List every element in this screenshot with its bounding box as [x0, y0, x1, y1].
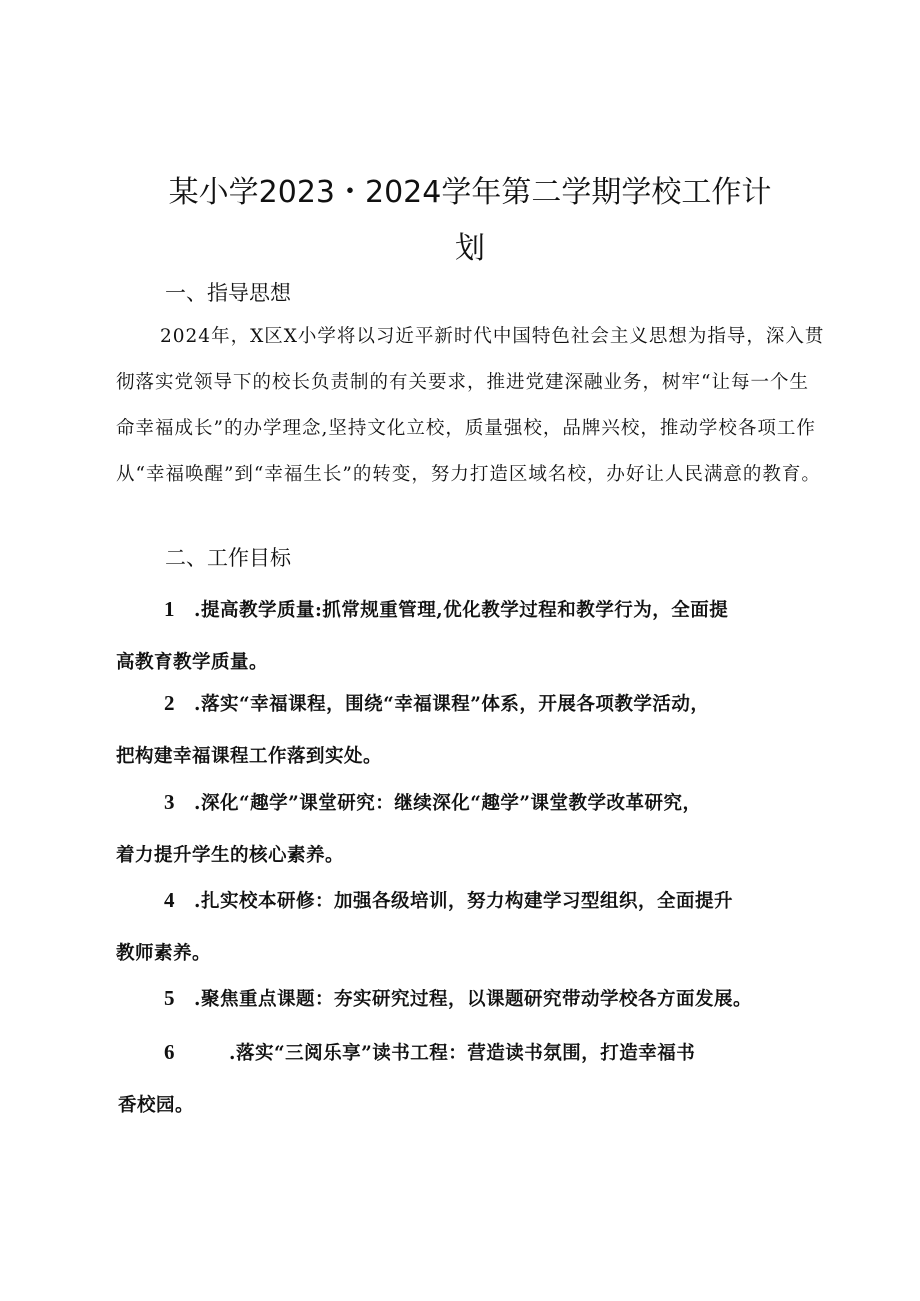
goal-text: .落实“三阅乐享”读书工程：营造读书氛围，打造幸福书	[229, 1043, 696, 1064]
goal-number: 5	[164, 986, 175, 1010]
goal-item-5	[116, 972, 846, 1026]
goal-text-continued: 教师素养。	[116, 943, 212, 964]
goal-item-6	[116, 1026, 831, 1132]
document-title	[120, 165, 820, 277]
title-line-2: 划	[455, 231, 485, 266]
goal-number: 4	[164, 888, 175, 912]
goal-item-1	[116, 583, 831, 689]
goal-text-continued: 高教育教学质量。	[116, 652, 269, 673]
goal-number: 3	[164, 790, 175, 814]
goal-text: .提高教学质量:抓常规重管理,优化教学过程和教学行为，全面提	[194, 600, 729, 621]
goal-item-3	[116, 776, 831, 882]
section-heading-guiding-ideology: 一、指导思想	[165, 281, 291, 305]
goal-text-continued: 把构建幸福课程工作落到实处。	[116, 746, 383, 767]
goal-number: 1	[164, 597, 175, 621]
title-line-1: 某小学2023・2024学年第二学期学校工作计	[168, 175, 772, 210]
guiding-ideology-paragraph	[116, 314, 828, 498]
goal-item-4	[116, 874, 831, 980]
section-heading-work-goals: 二、工作目标	[165, 546, 291, 570]
goal-text-continued: 着力提升学生的核心素养。	[116, 845, 345, 866]
goal-text: .聚焦重点课题：夯实研究过程，以课题研究带动学校各方面发展。	[194, 989, 752, 1010]
goal-item-2	[116, 677, 831, 783]
goal-text: .落实“幸福课程，围绕“幸福课程”体系，开展各项教学活动，	[194, 694, 710, 715]
goal-number: 2	[164, 691, 175, 715]
paragraph-text: 2024年，X区X小学将以习近平新时代中国特色社会主义思想为指导，深入贯彻落实党领导下的校长负责制的有关要求，推进党建深融业务，树牢“让每一个生命幸福成长”的办学理念,坚持文化立校，质量强校，品牌兴校，推动学校各项工作从“幸福唤醒”到“幸福生长”的转变，努力打造区域名校，办好让人民满意的教育。	[116, 326, 825, 485]
goal-text: .深化“趣学”课堂研究：继续深化“趣学”课堂教学改革研究，	[194, 793, 702, 814]
goal-number: 6	[164, 1040, 175, 1064]
goal-text: .扎实校本研修：加强各级培训，努力构建学习型组织，全面提升	[194, 891, 733, 912]
goal-text-continued: 香校园。	[118, 1095, 195, 1116]
